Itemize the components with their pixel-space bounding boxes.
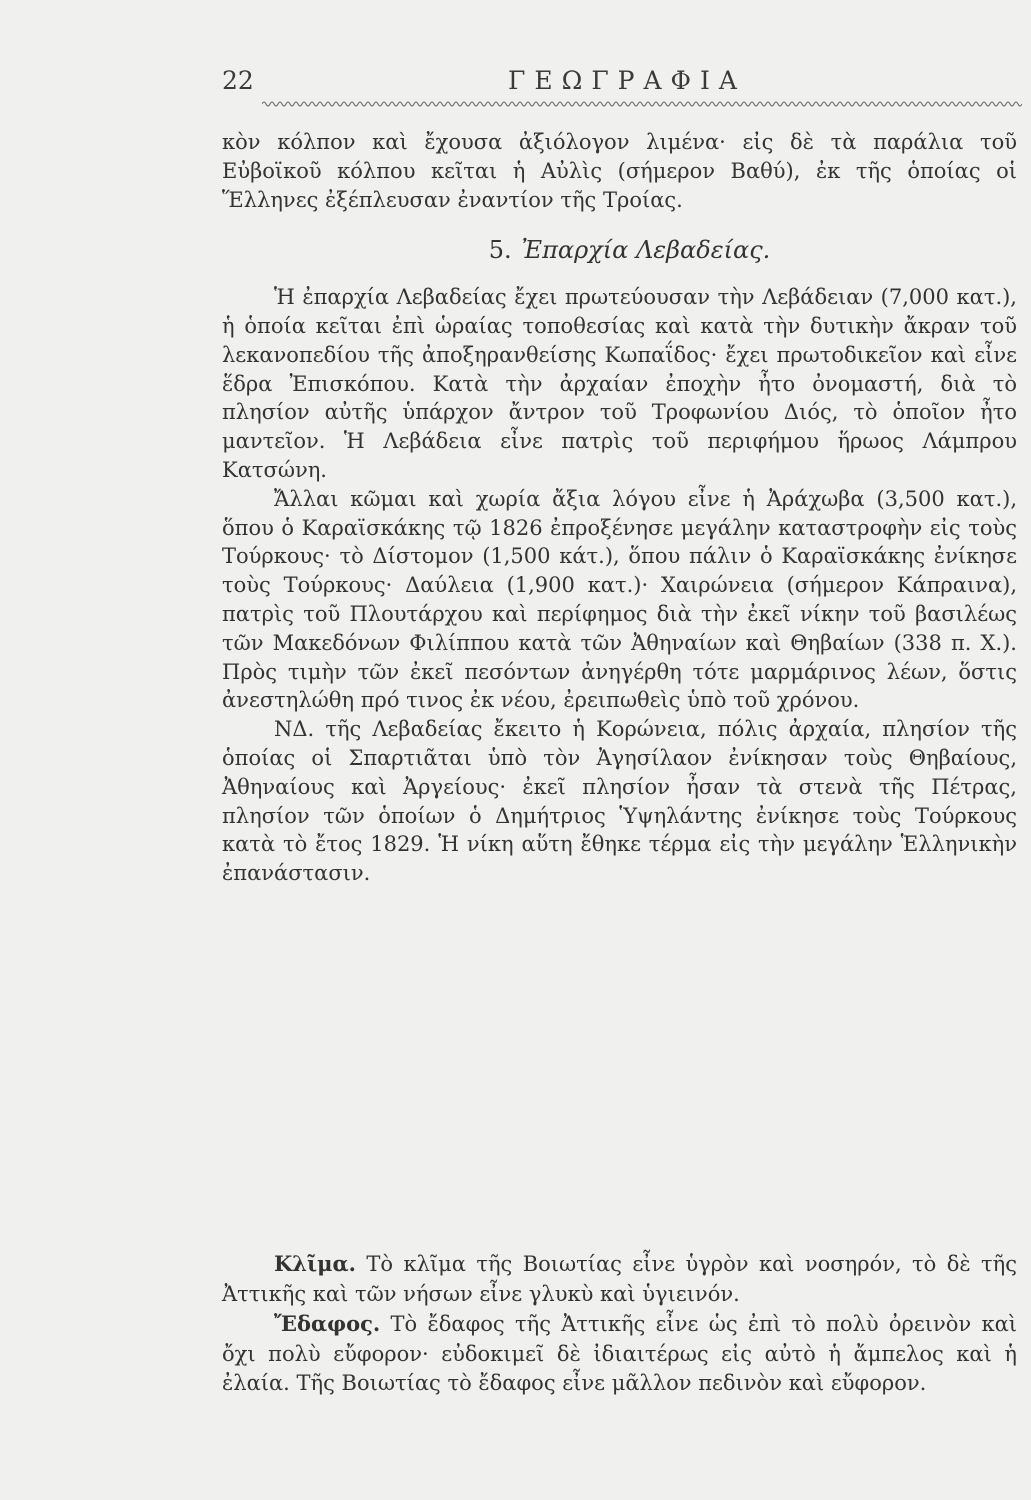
- section-title: Ἐπαρχία Λεβαδείας.: [521, 236, 771, 265]
- climate-label: Κλῖμα.: [274, 1251, 356, 1276]
- soil-label: Ἔδαφος.: [274, 1311, 381, 1336]
- running-title: ΓΕΩΓΡΑΦΙΑ: [508, 66, 746, 95]
- section-number: 5.: [488, 236, 512, 265]
- paragraph-climate: [222, 1249, 1017, 1309]
- section-heading: [222, 236, 1017, 265]
- paragraph-koroneia: ΝΔ. τῆς Λεβαδείας ἔκειτο ἡ Κορώνεια, πόλις ἀρχαία, πλησίον τῆς ὁποίας οἱ Σπαρτιᾶται ὑπὸ τὸν Ἀγησίλαον ἐνίκησαν τοὺς Θηβαίους, Ἀθηναίους καὶ Ἀργείους· ἐκεῖ πλησίον ἦσαν τὰ στενὰ τῆς Πέτρας, πλησίον τῶν ὁποίων ὁ Δημήτριος Ὑψηλάντης ἐνίκησε τοὺς Τούρκους κατὰ τὸ ἔτος 1829. Ἡ νίκη αὕτη ἔθηκε τέρμα εἰς τὴν μεγάλην Ἑλληνικὴν ἐπανάστασιν.: [222, 717, 1017, 886]
- paragraph-aulis: κὸν κόλπον καὶ ἔχουσα ἀξιόλογον λιμένα· εἰς δὲ τὰ παράλια τοῦ Εὐβοϊκοῦ κόλπου κεῖται ἡ Αὐλὶς (σήμερον Βαθύ), ἐκ τῆς ὁποίας οἱ Ἕλληνες ἐξέπλευσαν ἐναντίον τῆς Τροίας.: [222, 130, 1017, 212]
- paragraph-levadeia: Ἡ ἐπαρχία Λεβαδείας ἔχει πρωτεύουσαν τὴν Λεβάδειαν (7,000 κατ.), ἡ ὁποία κεῖται ἐπὶ ὡραίας τοποθεσίας καὶ κατὰ τὴν δυτικὴν ἄκραν τοῦ λεκανοπεδίου τῆς ἀποξηρανθείσης Κωπαΐδος· ἔχει πρωτοδικεῖον καὶ εἶνε ἕδρα Ἐπισκόπου. Κατὰ τὴν ἀρχαίαν ἐποχὴν ἦτο ὀνομαστή, διὰ τὸ πλησίον αὐτῆς ὑπάρχον ἄντρον τοῦ Τροφωνίου Διός, τὸ ὁποῖον ἦτο μαντεῖον. Ἡ Λεβάδεια εἶνε πατρὶς τοῦ περιφήμου ἥρωος Λάμπρου Κατσώνη.: [222, 285, 1017, 482]
- soil-text: Τὸ ἔδαφος τῆς Ἀττικῆς εἶνε ὡς ἐπὶ τὸ πολὺ ὀρεινὸν καὶ ὄχι πολὺ εὔφορον· εὐδοκιμεῖ δὲ ἰδιαιτέρως εἰς αὐτὸ ἡ ἄμπελος καὶ ἡ ἐλαία. Τῆς Βοιωτίας τὸ ἔδαφος εἶνε μᾶλλον πεδινὸν καὶ εὔφορον.: [222, 1312, 1017, 1395]
- climate-soil-text: [222, 1249, 1017, 1399]
- paragraph-villages: Ἄλλαι κῶμαι καὶ χωρία ἄξια λόγου εἶνε ἡ Ἀράχωβα (3,500 κατ.), ὅπου ὁ Καραϊσκάκης τῷ 1826 ἐπροξένησε μεγάλην καταστροφὴν εἰς τοὺς Τούρκους· τὸ Δίστομον (1,500 κάτ.), ὅπου πάλιν ὁ Καραϊσκάκης ἐνίκησε τοὺς Τούρκους· Δαύλεια (1,900 κατ.)· Χαιρώνεια (σήμερον Κάπραινα), πατρὶς τοῦ Πλουτάρχου καὶ περίφημος διὰ τὴν ἐκεῖ νίκην τοῦ βασιλέως τῶν Μακεδόνων Φιλίππου κατὰ τῶν Ἀθηναίων καὶ Θηβαίων (338 π. Χ.). Πρὸς τιμὴν τῶν ἐκεῖ πεσόντων ἀνηγέρθη τότε μαρμάρινος λέων, ὅστις ἀνεστηλώθη πρό τινος ἐκ νέου, ἐρειπωθεὶς ὑπὸ τοῦ χρόνου.: [222, 486, 1017, 713]
- paragraph-soil: [222, 1309, 1017, 1399]
- climate-text: Τὸ κλῖμα τῆς Βοιωτίας εἶνε ὑγρὸν καὶ νοσηρόν, τὸ δὲ τῆς Ἀττικῆς καὶ τῶν νήσων εἶνε γλυκὺ καὶ ὑγιεινόν.: [222, 1252, 1017, 1306]
- page-number: 22: [222, 66, 254, 95]
- main-text: [222, 128, 1017, 888]
- wavy-rule: [262, 100, 1022, 108]
